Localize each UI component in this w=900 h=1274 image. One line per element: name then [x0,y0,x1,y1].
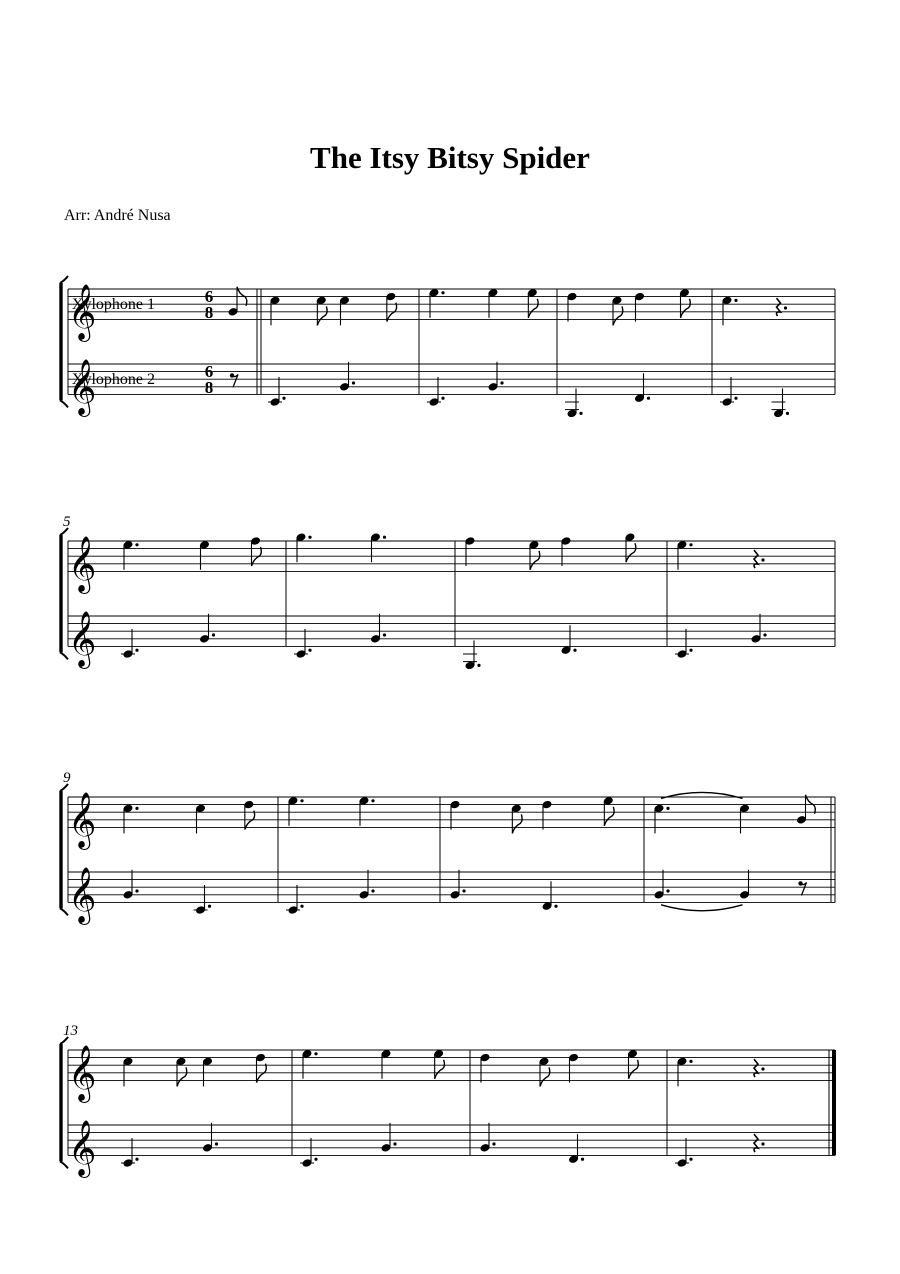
note-flag [528,299,538,318]
augmentation-dot [314,1158,317,1161]
page-title: The Itsy Bitsy Spider [310,140,590,175]
bracket-hook [60,276,68,283]
augmentation-dot [352,381,355,384]
augmentation-dot [761,1142,764,1145]
time-signature-unit: 8 [204,303,214,322]
bracket-hook [60,400,68,407]
eighth-rest [232,374,238,387]
note-flag [317,306,327,325]
augmentation-dot [135,889,138,892]
note-flag [681,299,691,318]
bracket-hook [60,652,68,659]
note-flag [540,1067,550,1086]
bracket-hook [60,908,68,915]
note-flag [530,551,540,570]
instrument-name-1: Xylophone 1 [71,296,155,313]
augmentation-dot [689,1158,692,1161]
augmentation-dot [689,649,692,652]
augmentation-dot [500,381,503,384]
bracket-hook [60,1161,68,1168]
augmentation-dot [441,291,444,294]
treble-clef-icon: 𝄞 [68,1119,97,1176]
augmentation-dot [761,558,764,561]
augmentation-dot [666,807,669,810]
augmentation-dot [383,536,386,539]
augmentation-dot [784,306,787,309]
augmentation-dot [689,1060,692,1063]
note-flag [604,807,614,826]
augmentation-dot [371,889,374,892]
augmentation-dot [371,799,374,802]
treble-clef-icon: 𝄞 [68,283,97,340]
augmentation-dot [308,649,311,652]
augmentation-dot [554,905,557,908]
treble-clef-icon: 𝄞 [68,866,97,923]
time-signature-beats: 6 [204,287,214,306]
augmentation-dot [647,397,650,400]
note-flag [629,1060,639,1079]
augmentation-dot [135,543,138,546]
note-flag [435,1060,445,1079]
quarter-rest [777,298,781,316]
instrument-name-2: Xylophone 2 [71,371,155,388]
augmentation-dot [212,633,215,636]
augmentation-dot [579,412,582,415]
time-signature-unit: 8 [204,378,214,397]
note-flag [512,814,522,833]
augmentation-dot [314,1052,317,1055]
treble-clef-icon: 𝄞 [68,791,97,848]
augmentation-dot [763,633,766,636]
augmentation-dot [761,1067,764,1070]
augmentation-dot [581,1158,584,1161]
augmentation-dot [689,543,692,546]
tie [661,792,743,798]
measure-number: 13 [63,1023,78,1039]
augmentation-dot [573,649,576,652]
augmentation-dot [492,1142,495,1145]
treble-clef-icon: 𝄞 [68,610,97,667]
treble-clef-icon: 𝄞 [68,535,97,592]
augmentation-dot [441,397,444,400]
note-flag [626,543,636,562]
augmentation-dot [734,397,737,400]
augmentation-dot [282,397,285,400]
treble-clef-icon: 𝄞 [68,358,97,415]
time-signature-beats: 6 [204,362,214,381]
quarter-rest [754,1134,758,1152]
augmentation-dot [462,889,465,892]
augmentation-dot [666,889,669,892]
augmentation-dot [393,1142,396,1145]
augmentation-dot [300,799,303,802]
augmentation-dot [383,633,386,636]
note-flag [177,1067,187,1086]
augmentation-dot [135,1158,138,1161]
quarter-rest [754,550,758,568]
measure-number: 5 [63,514,71,530]
eighth-rest [801,882,807,895]
augmentation-dot [300,905,303,908]
quarter-rest [754,1059,758,1077]
arranger-credit: Arr: André Nusa [64,207,171,224]
tie [661,905,743,911]
augmentation-dot [135,807,138,810]
augmentation-dot [215,1142,218,1145]
measure-number: 9 [63,770,71,786]
augmentation-dot [734,299,737,302]
augmentation-dot [477,664,480,667]
treble-clef-icon: 𝄞 [68,1044,97,1101]
augmentation-dot [308,536,311,539]
augmentation-dot [135,649,138,652]
augmentation-dot [786,412,789,415]
augmentation-dot [208,905,211,908]
note-flag [613,306,623,325]
